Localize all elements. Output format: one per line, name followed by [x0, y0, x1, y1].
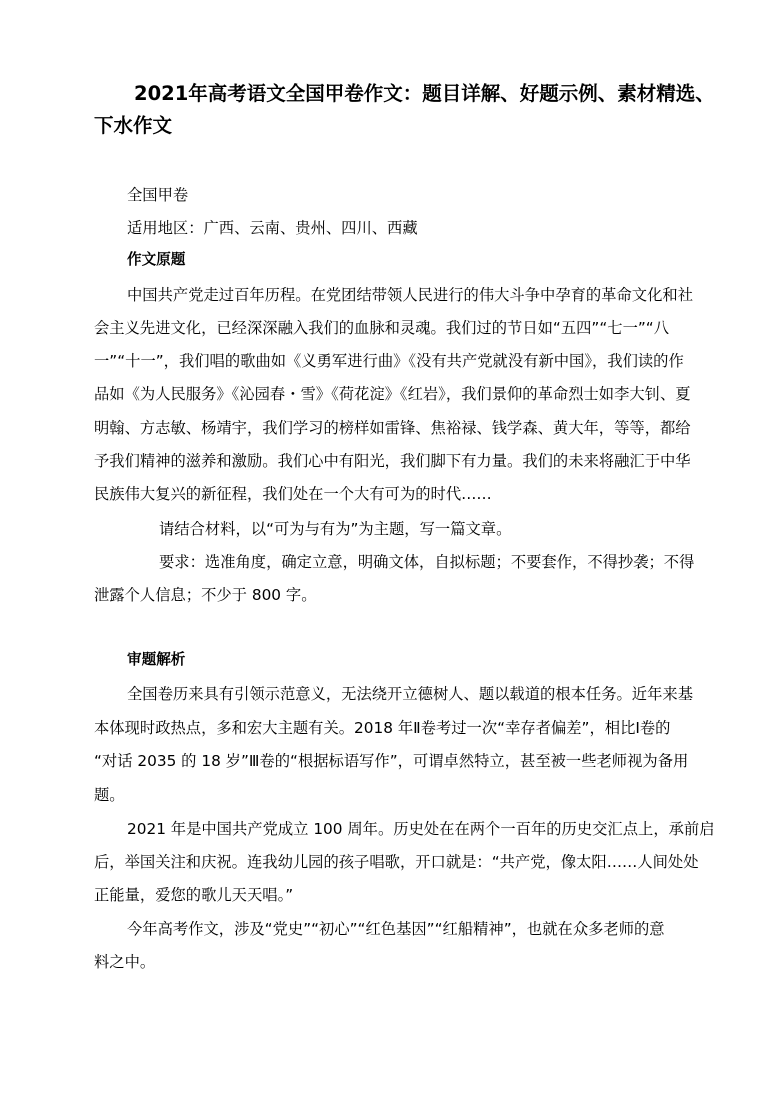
- heading-analysis: 审题解析: [127, 651, 186, 668]
- prompt-line: 会主义先进文化，已经深深融入我们的血脉和灵魂。我们过的节日如“五四”“七一”“八: [94, 319, 670, 337]
- analysis-line: 2021 年是中国共产党成立 100 周年。历史处在在两个一百年的历史交汇点上，承前启: [127, 820, 715, 838]
- analysis-line: 正能量，爱您的歌儿天天唱。”: [94, 886, 294, 904]
- analysis-line: 后，举国关注和庆祝。连我幼儿园的孩子唱歌，开口就是：“共产党，像太阳……人间处处: [94, 853, 699, 871]
- document-title: [94, 78, 715, 142]
- instruction-line: 请结合材料，以“可为与有为”为主题，写一篇文章。: [159, 520, 512, 538]
- prompt-line: 明翰、方志敏、杨靖宇，我们学习的榜样如雷锋、焦裕禄、钱学森、黄大年，等等，都给: [94, 419, 691, 437]
- title-line-2: 下水作文: [94, 114, 173, 137]
- prompt-line: 品如《为人民服务》《沁园春・雪》《荷花淀》《红岩》，我们景仰的革命烈士如李大钊、夏: [94, 385, 691, 403]
- analysis-line: 题。: [94, 786, 125, 804]
- analysis-line: “对话 2035 的 18 岁”Ⅲ卷的“根据标语写作”，可谓卓然特立，甚至被一些老师视为备用: [94, 752, 689, 770]
- heading-prompt: 作文原题: [127, 251, 186, 268]
- requirement-line: 要求：选准角度，确定立意，明确文体，自拟标题；不要套作，不得抄袭；不得: [159, 553, 695, 571]
- prompt-line: 予我们精神的滋养和激励。我们心中有阳光，我们脚下有力量。我们的未来将融汇于中华: [94, 452, 691, 470]
- analysis-line: 全国卷历来具有引领示范意义，无法绕开立德树人、题以载道的根本任务。近年来基: [127, 685, 693, 703]
- analysis-line: 本体现时政热点，多和宏大主题有关。2018 年Ⅱ卷考过一次“幸存者偏差”，相比Ⅰ卷的: [94, 719, 671, 737]
- analysis-line: 今年高考作文，涉及“党史”“初心”“红色基因”“红船精神”，也就在众多老师的意: [127, 920, 665, 938]
- analysis-line: 料之中。: [94, 953, 156, 971]
- requirement-line: 泄露个人信息；不少于 800 字。: [94, 586, 317, 604]
- section-label: 全国甲卷: [127, 186, 189, 204]
- title-line-1: 2021年高考语文全国甲卷作文：题目详解、好题示例、素材精选、: [134, 82, 715, 105]
- regions-line: 适用地区：广西、云南、贵州、四川、西藏: [127, 219, 418, 237]
- prompt-line: 民族伟大复兴的新征程，我们处在一个大有可为的时代……: [94, 485, 492, 503]
- prompt-line: 一”“十一”，我们唱的歌曲如《义勇军进行曲》《没有共产党就没有新中国》，我们读的作: [94, 352, 684, 370]
- prompt-line: 中国共产党走过百年历程。在党团结带领人民进行的伟大斗争中孕育的革命文化和社: [127, 286, 693, 304]
